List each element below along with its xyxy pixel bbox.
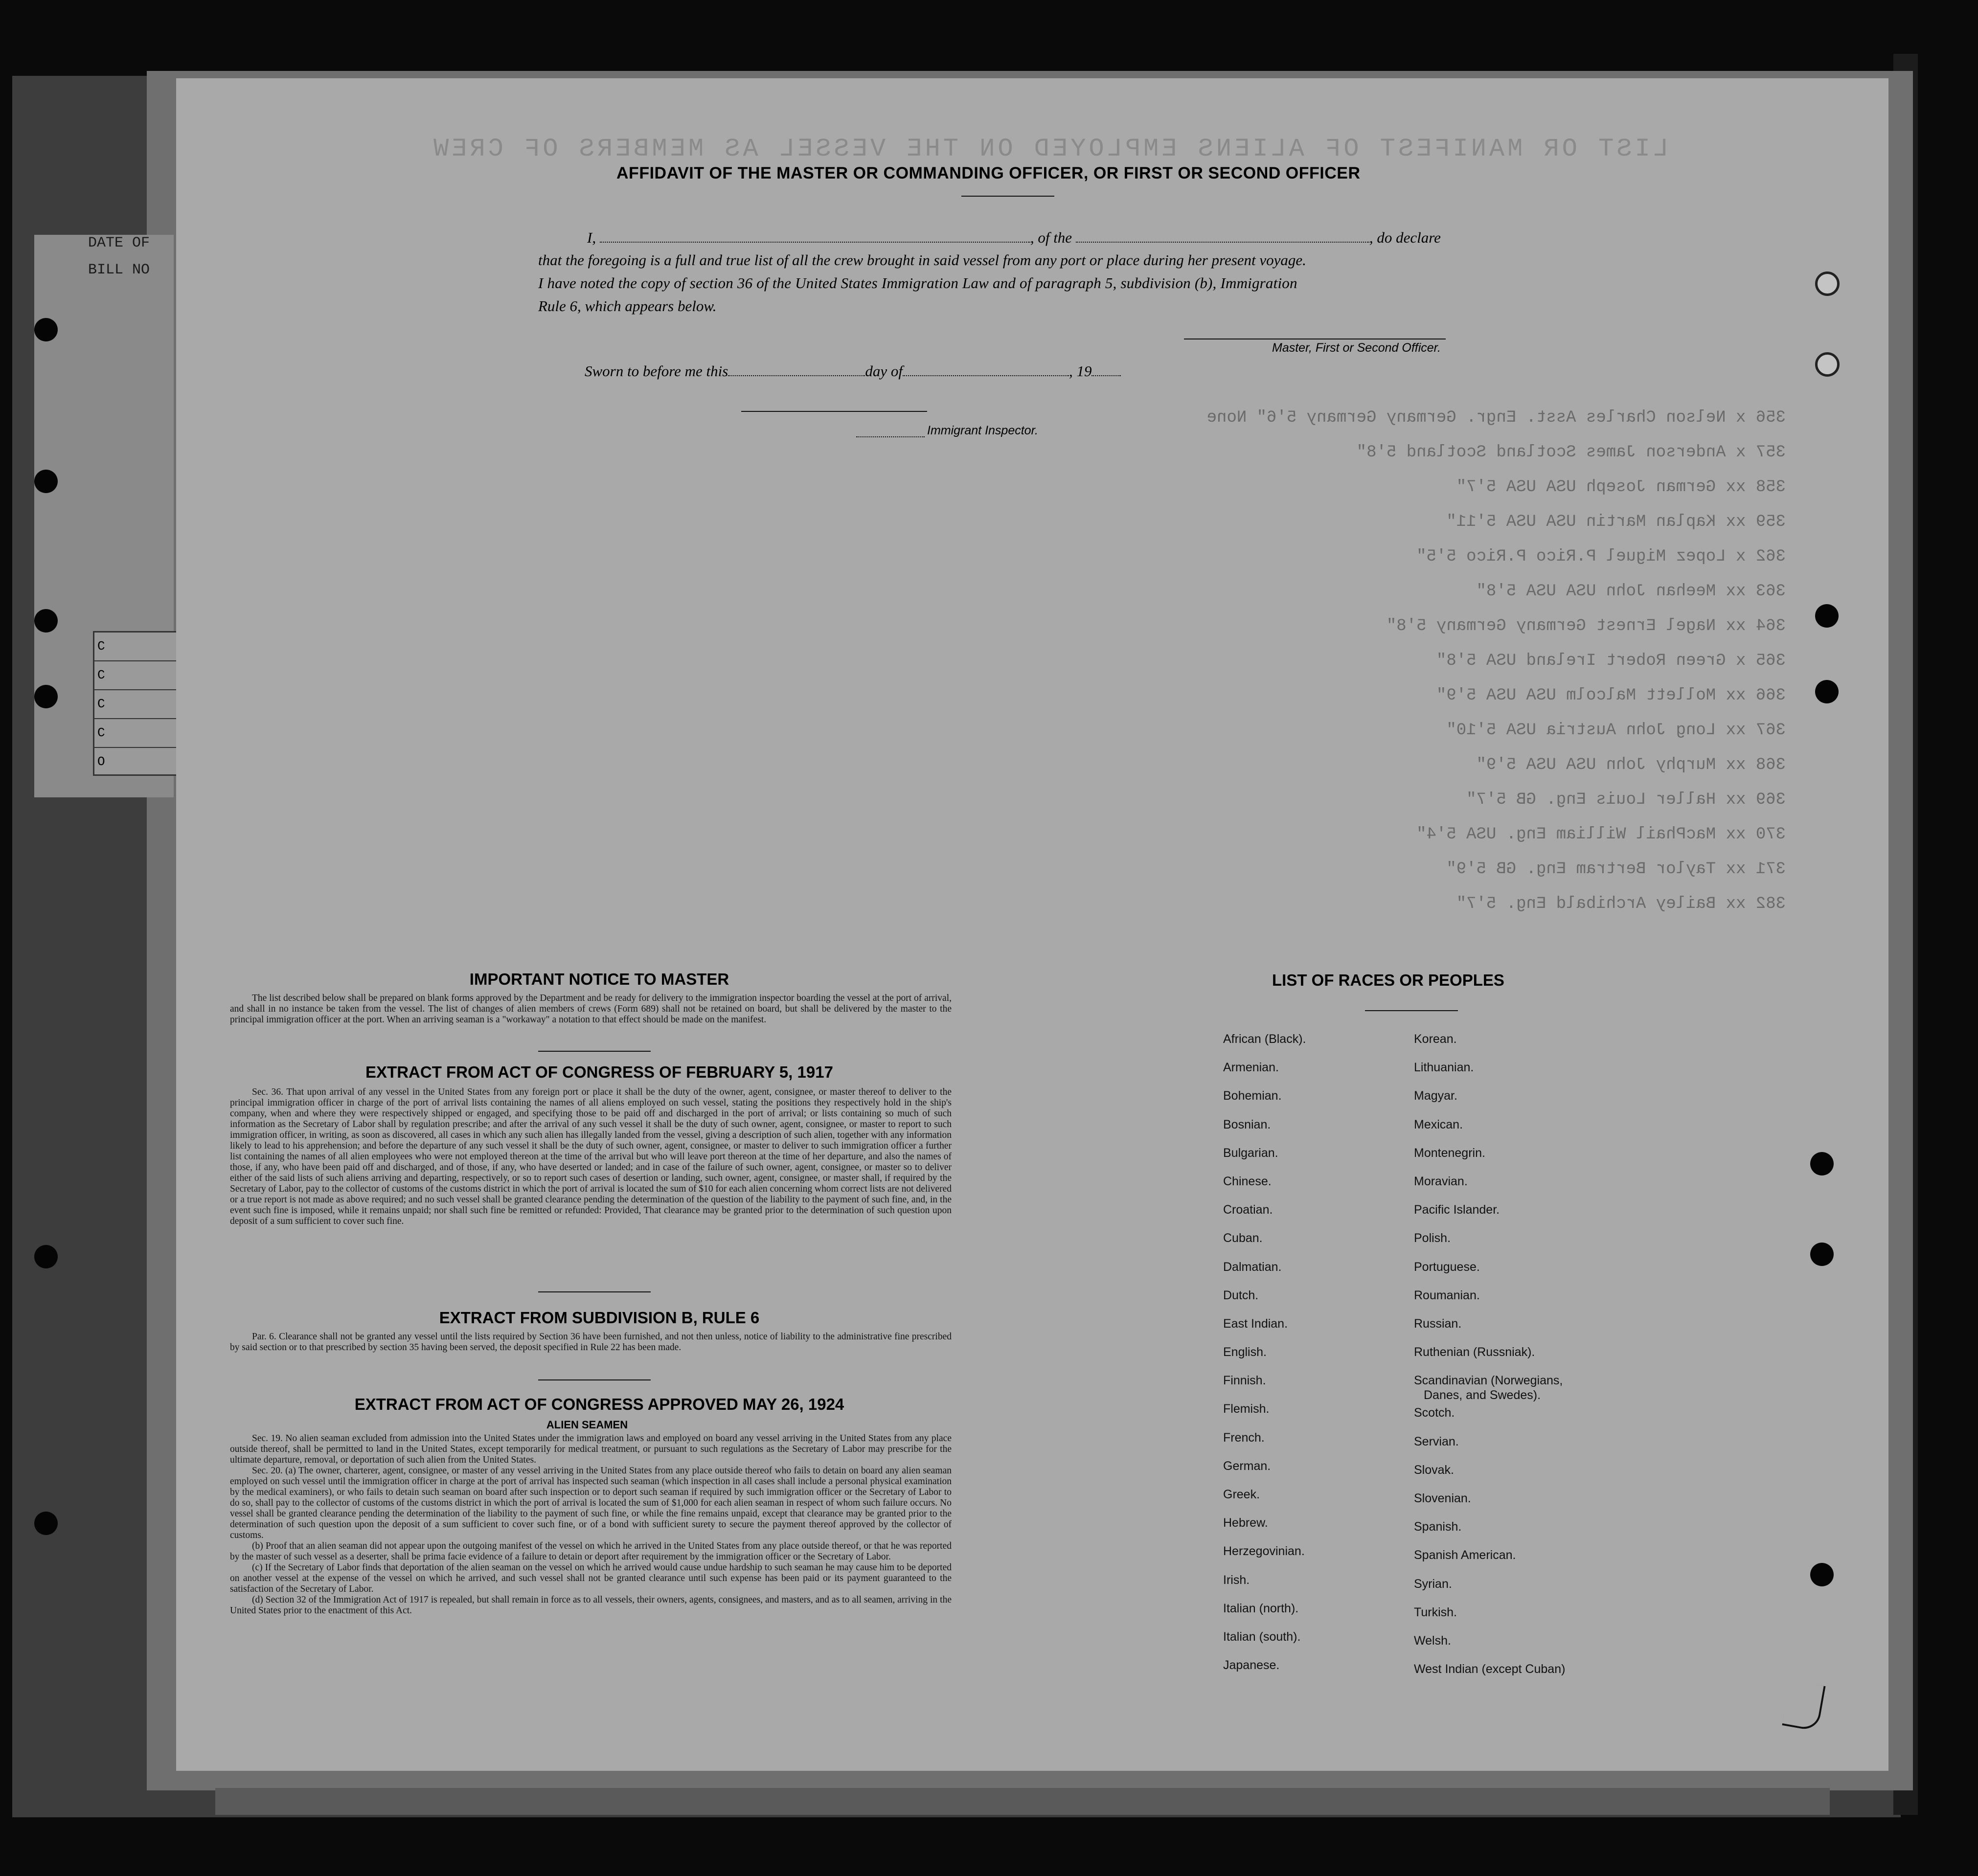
race-item: Welsh. (1414, 1633, 1451, 1648)
race-item: Spanish. (1414, 1520, 1462, 1534)
punch-hole-icon (1810, 1243, 1834, 1266)
binder-hole-icon (34, 1245, 58, 1268)
race-item: Roumanian. (1414, 1288, 1480, 1302)
races-title: LIST OF RACES OR PEOPLES (1272, 971, 1504, 989)
race-item: Bosnian. (1223, 1117, 1271, 1131)
races-column-2 (1414, 1032, 1565, 1691)
year-text: , 19 (1069, 362, 1092, 380)
punch-hole-icon (1815, 604, 1839, 628)
binder-hole-icon (34, 1512, 58, 1535)
race-item: Ruthenian (Russniak). (1414, 1345, 1535, 1359)
race-item: Mexican. (1414, 1117, 1463, 1131)
day-blank (728, 364, 865, 376)
bleed-through-row: 365 x Green Robert Ireland USA 5'8" (1436, 652, 1786, 670)
bleed-through-row: 370 xx MacPhail William Eng. USA 5'4" (1416, 825, 1786, 844)
race-item: Croatian. (1223, 1203, 1273, 1217)
bleed-through-row: 363 xx Meehan John USA USA 5'8" (1476, 582, 1786, 601)
inspector-dots (856, 435, 925, 437)
race-item: Spanish American. (1414, 1548, 1516, 1562)
race-item: Turkish. (1414, 1605, 1457, 1619)
race-item: Scotch. (1414, 1406, 1455, 1420)
race-item: French. (1223, 1430, 1265, 1445)
divider (538, 1379, 651, 1380)
bleed-through-row: 356 x Nelson Charles Asst. Engr. Germany Germany 5'6" None (1206, 408, 1786, 427)
master-signature-label: Master, First or Second Officer. (1272, 341, 1441, 355)
punch-hole-icon (1815, 352, 1840, 377)
extract-1924-paragraph: Sec. 20. (a) The owner, charterer, agent, consignee, or master of any vessel arriving in the United States from any place outside thereof who fails to detain on board any alien seaman employed on such vessel until the immigration officer in charge at the port of arrival has inspected such seaman (which inspection in all cases shall include a personal physical examination by the medical examiners), or who fails to detain such seaman on board after such inspection or to deport such seaman if required by such immigration officer or the Secretary of Labor to do so, shall pay to the collector of customs of the customs district in which the port of arrival is located the sum of $1,000 for each alien seaman in respect of whom such failure occurs. No vessel shall be granted clearance pending the determination of the liability to the payment of such fine, or while the fine remains unpaid, except that clearance may be granted prior to the determination of such question upon the deposit of a sum sufficient to cover such fine, or of a bond with sufficient surety to secure the payment thereof approved by the collector of customs. (230, 1466, 952, 1540)
race-item: Dalmatian. (1223, 1260, 1282, 1274)
race-item: Herzegovinian. (1223, 1544, 1305, 1559)
inspector-signature-line (741, 411, 927, 412)
race-item: Polish. (1414, 1231, 1451, 1245)
binder-hole-icon (34, 318, 58, 341)
extract-1924-paragraph: Sec. 19. No alien seaman excluded from admission into the United States under the immigration laws and employed on board any vessel arriving in the United States from any place outside thereof, shall be permitted to land in the United States, except temporarily for medical treatment, or pursuant to such regulations as the Secretary of Labor may prescribe for the ultimate departure, removal, or deportation of such alien from the United States. (230, 1433, 952, 1465)
race-item: Montenegrin. (1414, 1146, 1485, 1160)
extract-rule6-paragraph: Par. 6. Clearance shall not be granted any vessel until the lists required by Section 36 have been furnished, and not then unless, notice of liability to the administrative fine prescribed by said section or to that prescribed by section 35 having been served, the deposit specified in Rule 22 has been made. (230, 1332, 952, 1353)
extract-1917-body (230, 1087, 952, 1227)
notice-paragraph: The list described below shall be prepared on blank forms approved by the Department and be ready for delivery to the immigration inspector boarding the vessel at the port of arrival, and shall in no instance be taken from the vessel. The list of changes of alien members of crews (Form 689) shall not be retained on board, but shall be delivered by the master to the principal immigration officer at the port. When an arriving seaman is a "workaway" a notation to that effect should be made on the manifest. (230, 993, 952, 1025)
bleed-through-row: 362 x Lopez Miguel P.Rico P.Rico 5'5" (1416, 547, 1786, 566)
race-item: Chinese. (1223, 1174, 1272, 1188)
notice-title: IMPORTANT NOTICE TO MASTER (469, 970, 729, 988)
race-item: Armenian. (1223, 1061, 1279, 1075)
affidavit-line-1 (587, 226, 1441, 249)
binder-hole-icon (34, 470, 58, 493)
race-item: Slovak. (1414, 1463, 1454, 1477)
bleed-through-row: 366 xx Mollett Malcolm USA USA 5'9" (1436, 686, 1786, 705)
race-item: Greek. (1223, 1488, 1260, 1501)
bleed-through-row: 369 xx Haller Louis Eng. GB 5'7" (1466, 791, 1786, 809)
stub-table (93, 631, 189, 776)
race-item: Slovenian. (1414, 1492, 1471, 1505)
alien-seamen-subtitle: ALIEN SEAMEN (546, 1419, 628, 1431)
race-item: English. (1223, 1345, 1267, 1359)
bleed-through-row: 364 xx Nagel Ernest Germany Germany 5'8" (1386, 617, 1786, 635)
punch-hole-icon (1810, 1152, 1834, 1175)
extract-rule6-body (230, 1332, 952, 1353)
month-blank (903, 364, 1069, 376)
race-item: Pacific Islander. (1414, 1203, 1500, 1217)
extract-1924-paragraph: (d) Section 32 of the Immigration Act of 1917 is repealed, but shall remain in force as to all vessels, their owners, agents, consignees, and masters, and as to all seamen, arriving in the United States prior to the enactment of this Act. (230, 1595, 952, 1616)
race-item: Servian. (1414, 1434, 1459, 1448)
divider (538, 1291, 651, 1292)
name-blank (600, 231, 1030, 243)
bleed-through-row: 367 xx Long John Austria USA 5'10" (1446, 721, 1786, 740)
race-item: Portuguese. (1414, 1260, 1480, 1274)
race-item: Italian (north). (1223, 1601, 1299, 1615)
race-item: Bulgarian. (1223, 1146, 1278, 1160)
divider (538, 1051, 651, 1052)
extract-1924-paragraph: (c) If the Secretary of Labor finds that deportation of the alien seaman on the vessel on which he arrived would cause undue hardship to such seaman he may cause him to be deported on another vessel at the expense of the vessel on which he arrived, and such vessel shall not be granted clearance until such expense has been paid or its payment guaranteed to the satisfaction of the Secretary of Labor. (230, 1562, 952, 1594)
race-item: Magyar. (1414, 1089, 1457, 1103)
title-rule (961, 196, 1054, 197)
punch-hole-icon (1810, 1563, 1834, 1586)
stub-cell: C (94, 661, 187, 690)
race-item: Syrian. (1414, 1577, 1452, 1591)
extract-rule6-title: EXTRACT FROM SUBDIVISION B, RULE 6 (439, 1309, 760, 1327)
race-item: Korean. (1414, 1032, 1457, 1046)
race-item: Cuban. (1223, 1231, 1263, 1245)
race-item: East Indian. (1223, 1316, 1288, 1331)
day-of-text: day of (865, 362, 903, 380)
race-item: Japanese. (1223, 1658, 1280, 1673)
race-item: Irish. (1223, 1573, 1250, 1587)
extract-1924-body (230, 1433, 952, 1616)
race-item: German. (1223, 1459, 1271, 1473)
race-item: Dutch. (1223, 1288, 1259, 1302)
vessel-blank (1076, 231, 1369, 243)
bleed-through-title: LIST OR MANIFEST OF ALIENS EMPLOYED ON THE VESSEL AS MEMBERS OF CREW (431, 135, 1668, 163)
race-item: Lithuanian. (1414, 1061, 1474, 1075)
bleed-through-row: 359 xx Kaplan Martin USA USA 5'11" (1446, 513, 1786, 531)
inspector-label: Immigrant Inspector. (927, 424, 1038, 437)
race-item: West Indian (except Cuban) (1414, 1662, 1566, 1676)
extract-1924-title: EXTRACT FROM ACT OF CONGRESS APPROVED MAY 26, 1924 (354, 1395, 844, 1413)
stub-cell: O (97, 754, 105, 769)
year-blank (1091, 364, 1121, 376)
stub-cell: C (94, 690, 187, 719)
race-item: Flemish. (1223, 1402, 1270, 1416)
race-item: African (Black). (1223, 1032, 1306, 1046)
bleed-through-row: 358 xx German Joseph USA USA 5'7" (1456, 478, 1786, 497)
stub-date-label: DATE OF (88, 235, 150, 251)
affidavit-line-3: I have noted the copy of section 36 of the United States Immigration Law and of paragraph 5, subdivision (b), Immigration (538, 274, 1297, 292)
bleed-through-row: 382 xx Bailey Archibald Eng. 5'7" (1456, 895, 1786, 913)
race-item: Scandinavian (Norwegians, (1414, 1374, 1563, 1388)
race-item: Danes, and Swedes). (1424, 1388, 1541, 1402)
punch-hole-icon (1815, 271, 1840, 296)
affidavit-do-declare: , do declare (1369, 229, 1441, 246)
extract-1917-paragraph: Sec. 36. That upon arrival of any vessel in the United States from any foreign port or place it shall be the duty of the owner, agent, consignee, or master thereof to deliver to the principal immigration officer in charge of the port of arrival lists containing the names of all aliens employed on such vessel, stating the positions they respectively hold in the ship's company, when and where they were respectively shipped or engaged, and specifying those to be paid off and discharged in the port of arrival; or lists containing so much of such information as the Secretary of Labor shall by regulation prescribe; and after the arrival of any such vessel it shall be the duty of such owner, agent, consignee, or master to report to such immigration officer, in writing, as soon as discovered, all cases in which any such alien has illegally landed from the vessel, giving a description of such alien, together with any information likely to lead to his apprehension; and before the departure of any such vessel it shall be the duty of such owner, agent, consignee, or master to deliver to such immigration officer a further list containing the names of all alien employees who were not employed thereon at the time of the arrival but who will leave port thereon at the time of her departure, and also the names of those, if any, who have been paid off and discharged, and of those, if any, who have deserted or landed; and in case of the failure of such owner, agent, consignee, or master so to deliver either of the said lists of such aliens arriving and departing, respectively, or so to report such cases of desertion or landing, such owner, agent, consignee, or master shall, if required by the Secretary of Labor, pay to the collector of customs of the customs district in which the port of arrival is located the sum of $10 for each alien concerning whom correct lists are not delivered or a true report is not made as above required; and no such vessel shall be granted clearance pending the determination of the question of the liability to the payment of such fine, and, in the event such fine is imposed, while it remains unpaid; nor shall such fine be remitted or refunded: Provided, That clearance may be granted prior to the determination of such question upon deposit of a sum sufficient to cover such fine. (230, 1087, 952, 1226)
extract-1924-paragraph: (b) Proof that an alien seaman did not appear upon the outgoing manifest of the vessel on which he arrived in the United States from any place outside thereof, or that he was reported by the master of such vessel as a deserter, shall be prima facie evidence of a failure to detain or deport after requirement by the immigration officer or the Secretary of Labor. (230, 1541, 952, 1562)
bleed-through-row: 368 xx Murphy John USA USA 5'9" (1476, 756, 1786, 774)
sworn-text: Sworn to before me this (585, 362, 728, 380)
affidavit-line-2: that the foregoing is a full and true list of all the crew brought in said vessel from any port or place during her present voyage. (538, 251, 1306, 269)
affidavit-of-the: , of the (1030, 229, 1072, 246)
race-item: Italian (south). (1223, 1629, 1301, 1644)
extract-1917-title: EXTRACT FROM ACT OF CONGRESS OF FEBRUARY 5, 1917 (365, 1063, 833, 1081)
races-title-rule (1365, 1010, 1458, 1011)
punch-hole-icon (1815, 680, 1839, 703)
affidavit-line-4: Rule 6, which appears below. (538, 297, 717, 315)
race-item: Finnish. (1223, 1374, 1266, 1388)
binder-hole-icon (34, 685, 58, 708)
binder-hole-icon (34, 609, 58, 633)
stub-cell: C (94, 719, 187, 748)
notice-body (230, 993, 952, 1025)
race-item: Hebrew. (1223, 1516, 1268, 1530)
stub-cell: C (94, 633, 187, 661)
bleed-through-row: 371 xx Taylor Bertram Eng. GB 5'9" (1446, 860, 1786, 879)
sworn-line (585, 360, 1121, 383)
bottom-page-edge (215, 1788, 1830, 1815)
stub-bill-label: BILL NO (88, 262, 150, 278)
races-column-1 (1223, 1032, 1306, 1687)
race-item: Moravian. (1414, 1174, 1468, 1188)
race-item: Bohemian. (1223, 1089, 1282, 1103)
race-item: Russian. (1414, 1316, 1462, 1331)
affidavit-i: I, (587, 229, 596, 246)
bleed-through-row: 357 x Anderson James Scotland Scotland 5'8" (1356, 443, 1786, 462)
affidavit-title: AFFIDAVIT OF THE MASTER OR COMMANDING OFFICER, OR FIRST OR SECOND OFFICER (616, 164, 1361, 182)
